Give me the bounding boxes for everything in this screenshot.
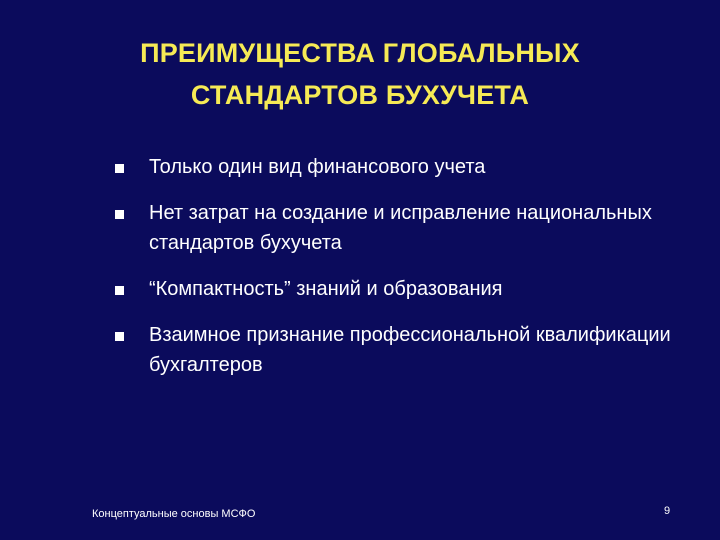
bullet-item bbox=[115, 320, 675, 380]
bullet-item bbox=[115, 274, 675, 304]
bullet-text: “Компактность” знаний и образования bbox=[149, 278, 503, 300]
square-bullet-icon bbox=[115, 210, 124, 219]
page-number: 9 bbox=[664, 505, 671, 517]
square-bullet-icon bbox=[115, 332, 124, 341]
bullet-item bbox=[115, 198, 675, 258]
bullet-text: Взаимное признание профессиональной квалификации бухгалтеров bbox=[149, 324, 671, 376]
slide-title bbox=[40, 32, 680, 116]
bullet-list bbox=[115, 152, 675, 396]
square-bullet-icon bbox=[115, 164, 124, 173]
bullet-text: Нет затрат на создание и исправление национальных стандартов бухучета bbox=[149, 202, 652, 254]
bullet-item bbox=[115, 152, 675, 182]
bullet-text: Только один вид финансового учета bbox=[149, 156, 486, 178]
slide-title-line-1: ПРЕИМУЩЕСТВА ГЛОБАЛЬНЫХ bbox=[140, 38, 580, 68]
footer-caption: Концептуальные основы МСФО bbox=[92, 508, 256, 520]
slide-title-line-2: СТАНДАРТОВ БУХУЧЕТА bbox=[190, 80, 530, 110]
square-bullet-icon bbox=[115, 286, 124, 295]
